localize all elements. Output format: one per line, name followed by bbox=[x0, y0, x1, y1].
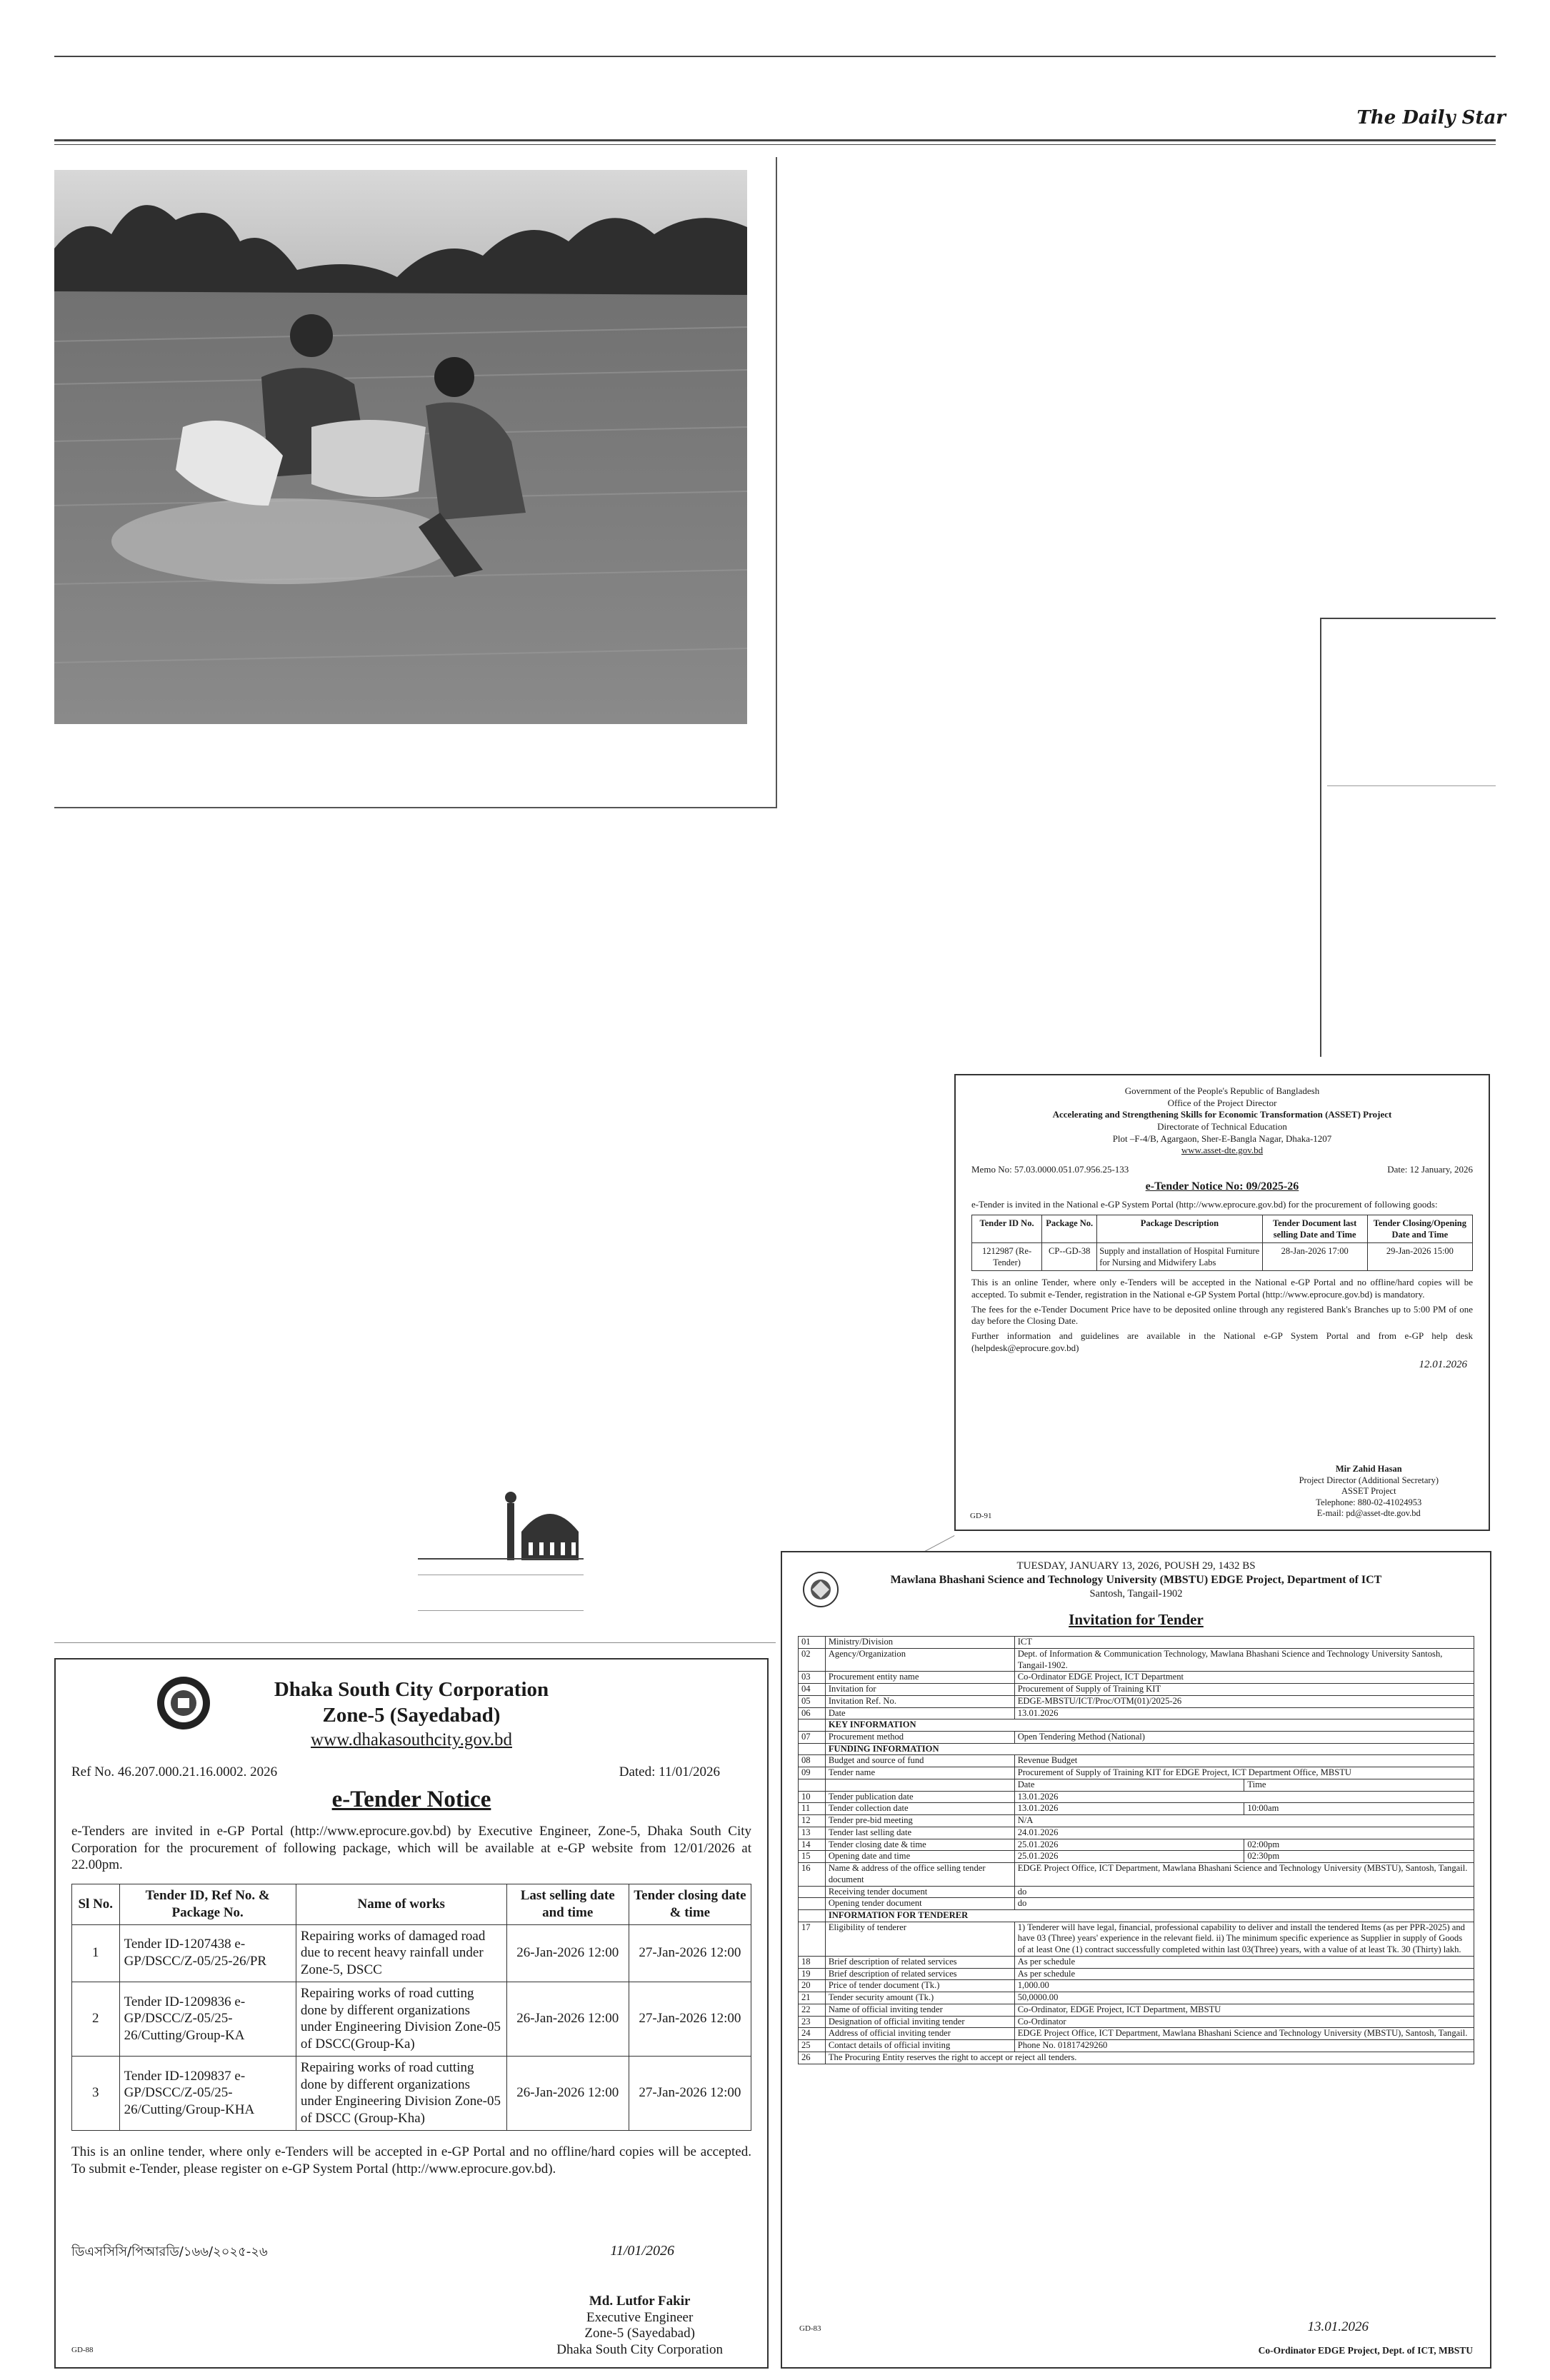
table-cell: Time bbox=[1244, 1779, 1474, 1791]
asset-header-line: Government of the People's Republic of Bangladesh bbox=[1124, 1085, 1320, 1096]
dscc-seal-icon bbox=[156, 1675, 211, 1731]
field-photo bbox=[54, 170, 747, 724]
table-cell: Budget and source of fund bbox=[825, 1755, 1014, 1767]
table-cell: Tender collection date bbox=[825, 1803, 1014, 1815]
dscc-tender-notice bbox=[54, 1658, 769, 2369]
table-cell: The Procuring Entity reserves the right to accept or reject all tenders. bbox=[825, 2052, 1474, 2064]
table-cell: 09 bbox=[799, 1767, 826, 1779]
table-cell: Dept. of Information & Communication Technology, Mawlana Bhashani Science and Technology University Santosh, Tangail-1902. bbox=[1014, 1648, 1474, 1671]
dscc-ref: Ref No. 46.207.000.21.16.0002. 2026 bbox=[71, 1764, 278, 1779]
table-row bbox=[799, 1684, 1474, 1696]
table-cell: 25 bbox=[799, 2040, 826, 2052]
table-cell: Invitation Ref. No. bbox=[825, 1695, 1014, 1707]
table-cell: 02 bbox=[799, 1648, 826, 1671]
table-cell bbox=[825, 1779, 1014, 1791]
table-cell: N/A bbox=[1014, 1815, 1474, 1827]
table-cell: 13.01.2026 bbox=[1014, 1803, 1244, 1815]
table-cell: Open Tendering Method (National) bbox=[1014, 1732, 1474, 1744]
mbstu-table bbox=[798, 1636, 1474, 2064]
table-row bbox=[799, 2004, 1474, 2016]
sidebar-rule-vertical bbox=[1320, 618, 1321, 1057]
table-cell: 27-Jan-2026 12:00 bbox=[629, 1924, 751, 1982]
mbstu-dateline: TUESDAY, JANUARY 13, 2026, POUSH 29, 1432 BS bbox=[1016, 1560, 1256, 1572]
table-cell bbox=[799, 1886, 826, 1898]
table-cell: 24 bbox=[799, 2028, 826, 2040]
dscc-code: GD-88 bbox=[71, 2346, 94, 2355]
table-cell: 1) Tenderer will have legal, financial, professional capability to deliver and install the tendered Items (as per PPR-2025) and have 03 (Three) years' experience in the relevant field. ii) The minimum specific experience as Supplier in supply of Goods of at least One (1) contract successfully completed within last 03(Three) years, with a value of at least Tk. 30 (Thirty) lakh. bbox=[1014, 1922, 1474, 1956]
table-row bbox=[799, 1851, 1474, 1863]
table-cell: As per schedule bbox=[1014, 1968, 1474, 1980]
asset-signer: Project Director (Additional Secretary) bbox=[1299, 1475, 1439, 1485]
asset-signature-date: 12.01.2026 bbox=[1419, 1359, 1467, 1371]
table-cell: EDGE Project Office, ICT Department, Mawlana Bhashani Science and Technology University (MBSTU), Santosh, Tangail. bbox=[1014, 2028, 1474, 2040]
table-cell: 13.01.2026 bbox=[1014, 1707, 1474, 1719]
asset-signer-block bbox=[1299, 1464, 1439, 1520]
table-row bbox=[799, 1695, 1474, 1707]
table-row bbox=[799, 1922, 1474, 1956]
mbstu-place: Santosh, Tangail-1902 bbox=[1089, 1587, 1183, 1600]
masthead-rule-thin bbox=[54, 144, 1496, 145]
mosque-icon bbox=[500, 1482, 586, 1560]
dscc-col-header: Tender ID, Ref No. & Package No. bbox=[119, 1884, 296, 1925]
table-cell: 24.01.2026 bbox=[1014, 1827, 1474, 1839]
table-row bbox=[972, 1243, 1473, 1271]
asset-signer: Mir Zahid Hasan bbox=[1335, 1463, 1402, 1474]
table-cell: Eligibility of tenderer bbox=[825, 1922, 1014, 1956]
mbstu-tender-notice bbox=[781, 1551, 1491, 2369]
table-cell: Repairing works of damaged road due to recent heavy rainfall under Zone-5, DSCC bbox=[296, 1924, 506, 1982]
table-cell: Procurement of Supply of Training KIT for EDGE Project, ICT Department Office, MBSTU bbox=[1014, 1767, 1474, 1779]
table-cell: 3 bbox=[72, 2056, 120, 2130]
table-cell: 27-Jan-2026 12:00 bbox=[629, 2056, 751, 2130]
table-cell: Repairing works of road cutting done by different organizations under Engineering Division Zone-05 of DSCC(Group-Ka) bbox=[296, 1982, 506, 2056]
asset-date: Date: 12 January, 2026 bbox=[1387, 1163, 1473, 1175]
table-cell: 11 bbox=[799, 1803, 826, 1815]
table-row bbox=[799, 1672, 1474, 1684]
mosque-rule-3 bbox=[418, 1610, 584, 1611]
table-row bbox=[799, 2028, 1474, 2040]
dscc-col-header: Name of works bbox=[296, 1884, 506, 1925]
table-cell: Co-Ordinator EDGE Project, ICT Department bbox=[1014, 1672, 1474, 1684]
dscc-signer: Executive Engineer bbox=[586, 2309, 694, 2325]
table-cell: 1 bbox=[72, 1924, 120, 1982]
table-row bbox=[799, 1755, 1474, 1767]
table-row bbox=[799, 1637, 1474, 1649]
table-cell: 25.01.2026 bbox=[1014, 1851, 1244, 1863]
table-cell: Tender security amount (Tk.) bbox=[825, 1992, 1014, 2004]
table-cell: 02:30pm bbox=[1244, 1851, 1474, 1863]
table-cell: Date bbox=[1014, 1779, 1244, 1791]
table-row bbox=[799, 1815, 1474, 1827]
asset-memo: Memo No: 57.03.0000.051.07.956.25-133 bbox=[971, 1163, 1129, 1175]
sidebar-dotted-rule bbox=[1327, 785, 1496, 786]
table-cell: 16 bbox=[799, 1863, 826, 1886]
table-cell: Contact details of official inviting bbox=[825, 2040, 1014, 2052]
table-row bbox=[799, 1980, 1474, 1992]
asset-intro: e-Tender is invited in the National e-GP System Portal (http://www.eprocure.gov.bd) for the procurement of following goods: bbox=[971, 1198, 1438, 1210]
table-cell: 15 bbox=[799, 1851, 826, 1863]
table-cell: 20 bbox=[799, 1980, 826, 1992]
table-cell: Ministry/Division bbox=[825, 1637, 1014, 1649]
table-cell: 17 bbox=[799, 1922, 826, 1956]
table-cell: 1212987 (Re-Tender) bbox=[972, 1243, 1042, 1271]
table-cell: 50,0000.00 bbox=[1014, 1992, 1474, 2004]
table-cell: 27-Jan-2026 12:00 bbox=[629, 1982, 751, 2056]
table-cell: Co-Ordinator, EDGE Project, ICT Department, MBSTU bbox=[1014, 2004, 1474, 2016]
dscc-signer: Zone-5 (Sayedabad) bbox=[584, 2326, 695, 2341]
table-cell: 13.01.2026 bbox=[1014, 1791, 1474, 1803]
table-cell: 07 bbox=[799, 1732, 826, 1744]
table-row bbox=[799, 1863, 1474, 1886]
dscc-col-header: Sl No. bbox=[72, 1884, 120, 1925]
table-cell bbox=[799, 1779, 826, 1791]
table-cell: 06 bbox=[799, 1707, 826, 1719]
asset-col-header: Package No. bbox=[1042, 1215, 1097, 1243]
dscc-intro: e-Tenders are invited in e-GP Portal (http://www.eprocure.gov.bd) by Executive Engineer, Zone-5, Dhaka South City Corporation for the procurement of following package, which will be available at e-GP website from 12/01/2026 at 22.00pm. bbox=[71, 1823, 751, 1873]
dscc-org: Dhaka South City Corporation bbox=[274, 1678, 549, 1701]
table-row bbox=[799, 2052, 1474, 2064]
table-cell: 10 bbox=[799, 1791, 826, 1803]
photo-frame bbox=[54, 157, 777, 808]
table-cell: Tender pre-bid meeting bbox=[825, 1815, 1014, 1827]
dscc-col-header: Last selling date and time bbox=[506, 1884, 629, 1925]
table-cell: 10:00am bbox=[1244, 1803, 1474, 1815]
table-cell: As per schedule bbox=[1014, 1956, 1474, 1968]
mbstu-org: Mawlana Bhashani Science and Technology University (MBSTU) EDGE Project, Department of ICT bbox=[890, 1573, 1382, 1586]
table-cell bbox=[799, 1743, 826, 1755]
table-cell: Name of official inviting tender bbox=[825, 2004, 1014, 2016]
section-heading: INFORMATION FOR TENDERER bbox=[825, 1910, 1474, 1922]
table-cell: Invitation for bbox=[825, 1684, 1014, 1696]
table-cell: Brief description of related services bbox=[825, 1956, 1014, 1968]
university-seal-icon bbox=[802, 1571, 839, 1608]
table-cell: 23 bbox=[799, 2016, 826, 2028]
table-row bbox=[799, 1898, 1474, 1910]
asset-col-header: Package Description bbox=[1097, 1215, 1262, 1243]
table-cell: 01 bbox=[799, 1637, 826, 1649]
table-row bbox=[799, 1968, 1474, 1980]
table-cell: 2 bbox=[72, 1982, 120, 2056]
table-row bbox=[799, 1719, 1474, 1732]
table-cell: Repairing works of road cutting done by different organizations under Engineering Division Zone-05 of DSCC (Group-Kha) bbox=[296, 2056, 506, 2130]
table-cell: 08 bbox=[799, 1755, 826, 1767]
table-cell: Revenue Budget bbox=[1014, 1755, 1474, 1767]
section-rule bbox=[54, 1642, 776, 1643]
asset-col-header: Tender ID No. bbox=[972, 1215, 1042, 1243]
table-cell: 22 bbox=[799, 2004, 826, 2016]
asset-header-line: Plot –F-4/B, Agargaon, Sher-E-Bangla Nagar, Dhaka-1207 bbox=[1112, 1133, 1332, 1144]
table-cell: 05 bbox=[799, 1695, 826, 1707]
mbstu-signer: Co-Ordinator EDGE Project, Dept. of ICT, MBSTU bbox=[1258, 2345, 1473, 2356]
table-cell: Procurement of Supply of Training KIT bbox=[1014, 1684, 1474, 1696]
table-cell: do bbox=[1014, 1898, 1474, 1910]
table-cell: EDGE Project Office, ICT Department, Mawlana Bhashani Science and Technology University (MBSTU), Santosh, Tangail. bbox=[1014, 1863, 1474, 1886]
table-cell: 21 bbox=[799, 1992, 826, 2004]
table-row bbox=[799, 1886, 1474, 1898]
table-cell: CP--GD-38 bbox=[1042, 1243, 1097, 1271]
asset-header-line: Office of the Project Director bbox=[1167, 1097, 1277, 1108]
asset-para: This is an online Tender, where only e-Tenders will be accepted in the National e-GP Portal and no offline/hard copies will be accepted. To submit e-Tender, registration in the National e-GP System Portal (http://www.eprocure.gov.bd) is mandatory. bbox=[971, 1277, 1473, 1300]
asset-tender-notice bbox=[954, 1074, 1490, 1531]
dscc-signer: Dhaka South City Corporation bbox=[556, 2342, 723, 2358]
dscc-signer-block bbox=[556, 2294, 723, 2359]
table-cell: Tender closing date & time bbox=[825, 1839, 1014, 1851]
asset-signer: ASSET Project bbox=[1341, 1486, 1396, 1497]
dscc-footer: This is an online tender, where only e-Tenders will be accepted in e-GP Portal and no offline/hard copies will be accepted. To submit e-Tender, please register on e-GP System Portal (http://www.eprocure.gov.bd). bbox=[71, 2144, 751, 2176]
top-rule bbox=[54, 56, 1496, 57]
table-cell: do bbox=[1014, 1886, 1474, 1898]
table-cell bbox=[799, 1719, 826, 1732]
table-cell: Receiving tender document bbox=[825, 1886, 1014, 1898]
dscc-col-header: Tender closing date & time bbox=[629, 1884, 751, 1925]
table-cell: 02:00pm bbox=[1244, 1839, 1474, 1851]
table-cell: EDGE-MBSTU/ICT/Proc/OTM(01)/2025-26 bbox=[1014, 1695, 1474, 1707]
table-cell: Opening tender document bbox=[825, 1898, 1014, 1910]
dscc-signature-date: 11/01/2026 bbox=[610, 2243, 674, 2259]
asset-table bbox=[971, 1215, 1473, 1271]
table-cell: Opening date and time bbox=[825, 1851, 1014, 1863]
mbstu-signature-date: 13.01.2026 bbox=[1307, 2319, 1369, 2335]
table-cell: 03 bbox=[799, 1672, 826, 1684]
mbstu-title: Invitation for Tender bbox=[1069, 1610, 1204, 1628]
table-cell: Tender last selling date bbox=[825, 1827, 1014, 1839]
dscc-zone: Zone-5 (Sayedabad) bbox=[322, 1704, 501, 1727]
asset-col-header: Tender Document last selling Date and Time bbox=[1262, 1215, 1367, 1243]
asset-col-header: Tender Closing/Opening Date and Time bbox=[1367, 1215, 1472, 1243]
table-cell: Tender ID-1209836 e-GP/DSCC/Z-05/25-26/Cutting/Group-KA bbox=[119, 1982, 296, 2056]
table-cell: Tender ID-1209837 e-GP/DSCC/Z-05/25-26/Cutting/Group-KHA bbox=[119, 2056, 296, 2130]
table-cell: Address of official inviting tender bbox=[825, 2028, 1014, 2040]
dscc-dated: Dated: 11/01/2026 bbox=[619, 1764, 720, 1779]
asset-signer: Telephone: 880-02-41024953 bbox=[1316, 1497, 1422, 1507]
table-cell bbox=[799, 1910, 826, 1922]
asset-header-line: Accelerating and Strengthening Skills for Economic Transformation (ASSET) Project bbox=[1052, 1109, 1392, 1120]
masthead: The Daily Star bbox=[1356, 107, 1506, 129]
table-row bbox=[799, 1648, 1474, 1671]
asset-header-line: Directorate of Technical Education bbox=[1157, 1120, 1287, 1132]
table-cell: 26-Jan-2026 12:00 bbox=[506, 2056, 629, 2130]
table-cell: 28-Jan-2026 17:00 bbox=[1262, 1243, 1367, 1271]
table-cell: Tender ID-1207438 e-GP/DSCC/Z-05/25-26/PR bbox=[119, 1924, 296, 1982]
table-cell: Phone No. 01817429260 bbox=[1014, 2040, 1474, 2052]
table-cell: 18 bbox=[799, 1956, 826, 1968]
section-heading: FUNDING INFORMATION bbox=[825, 1743, 1474, 1755]
table-cell bbox=[799, 1898, 826, 1910]
table-cell: Designation of official inviting tender bbox=[825, 2016, 1014, 2028]
asset-code: GD-91 bbox=[970, 1511, 992, 1520]
table-cell: Brief description of related services bbox=[825, 1968, 1014, 1980]
dscc-table bbox=[71, 1884, 751, 2131]
table-row bbox=[799, 1956, 1474, 1968]
table-cell: 26-Jan-2026 12:00 bbox=[506, 1982, 629, 2056]
asset-para: The fees for the e-Tender Document Price have to be deposited online through any registered Bank's Branches up to 5:00 PM of one day before the Closing Date. bbox=[971, 1303, 1473, 1327]
table-cell: Tender publication date bbox=[825, 1791, 1014, 1803]
table-cell: Supply and installation of Hospital Furniture for Nursing and Midwifery Labs bbox=[1097, 1243, 1262, 1271]
dscc-title: e-Tender Notice bbox=[331, 1786, 491, 1812]
table-cell: Date bbox=[825, 1707, 1014, 1719]
dscc-signer: Md. Lutfor Fakir bbox=[589, 2293, 691, 2309]
table-cell: 29-Jan-2026 15:00 bbox=[1367, 1243, 1472, 1271]
table-cell: Co-Ordinator bbox=[1014, 2016, 1474, 2028]
table-row bbox=[799, 1767, 1474, 1779]
table-row bbox=[799, 1827, 1474, 1839]
asset-website-link[interactable]: www.asset-dte.gov.bd bbox=[1181, 1145, 1264, 1156]
table-cell: Agency/Organization bbox=[825, 1648, 1014, 1671]
dscc-bangla-ref: ডিএসসিসি/পিআরডি/১৬৬/২০২৫-২৬ bbox=[71, 2244, 268, 2259]
section-heading: KEY INFORMATION bbox=[825, 1719, 1474, 1732]
table-cell: 26 bbox=[799, 2052, 826, 2064]
asset-email-link[interactable]: E-mail: pd@asset-dte.gov.bd bbox=[1316, 1508, 1421, 1519]
table-cell: 14 bbox=[799, 1839, 826, 1851]
table-cell: 25.01.2026 bbox=[1014, 1839, 1244, 1851]
table-row bbox=[799, 2040, 1474, 2052]
asset-title: e-Tender Notice No: 09/2025-26 bbox=[1145, 1180, 1299, 1193]
table-row bbox=[799, 1910, 1474, 1922]
table-row bbox=[799, 1779, 1474, 1791]
table-cell: ICT bbox=[1014, 1637, 1474, 1649]
table-row bbox=[799, 2016, 1474, 2028]
table-row bbox=[799, 1707, 1474, 1719]
table-cell: 1,000.00 bbox=[1014, 1980, 1474, 1992]
table-row bbox=[72, 2056, 751, 2130]
table-row bbox=[799, 1992, 1474, 2004]
table-cell: Procurement entity name bbox=[825, 1672, 1014, 1684]
mbstu-code: GD-83 bbox=[799, 2324, 821, 2334]
table-cell: Tender name bbox=[825, 1767, 1014, 1779]
asset-para: Further information and guidelines are available in the National e-GP System Portal and from e-GP help desk (helpdesk@eprocure.gov.bd) bbox=[971, 1330, 1473, 1353]
mosque-rule bbox=[418, 1558, 584, 1560]
asset-header bbox=[971, 1085, 1473, 1157]
sidebar-rule bbox=[1320, 618, 1496, 619]
table-cell: Price of tender document (Tk.) bbox=[825, 1980, 1014, 1992]
table-row bbox=[799, 1743, 1474, 1755]
table-cell: 13 bbox=[799, 1827, 826, 1839]
table-row bbox=[799, 1839, 1474, 1851]
table-row bbox=[799, 1791, 1474, 1803]
table-row bbox=[799, 1803, 1474, 1815]
table-cell: 12 bbox=[799, 1815, 826, 1827]
table-cell: Name & address of the office selling tender document bbox=[825, 1863, 1014, 1886]
dscc-website-link[interactable]: www.dhakasouthcity.gov.bd bbox=[311, 1729, 512, 1749]
table-cell: 19 bbox=[799, 1968, 826, 1980]
table-row bbox=[72, 1924, 751, 1982]
table-cell: Procurement method bbox=[825, 1732, 1014, 1744]
table-row bbox=[799, 1732, 1474, 1744]
table-cell: 04 bbox=[799, 1684, 826, 1696]
masthead-rule bbox=[54, 139, 1496, 141]
table-row bbox=[72, 1982, 751, 2056]
table-cell: 26-Jan-2026 12:00 bbox=[506, 1924, 629, 1982]
